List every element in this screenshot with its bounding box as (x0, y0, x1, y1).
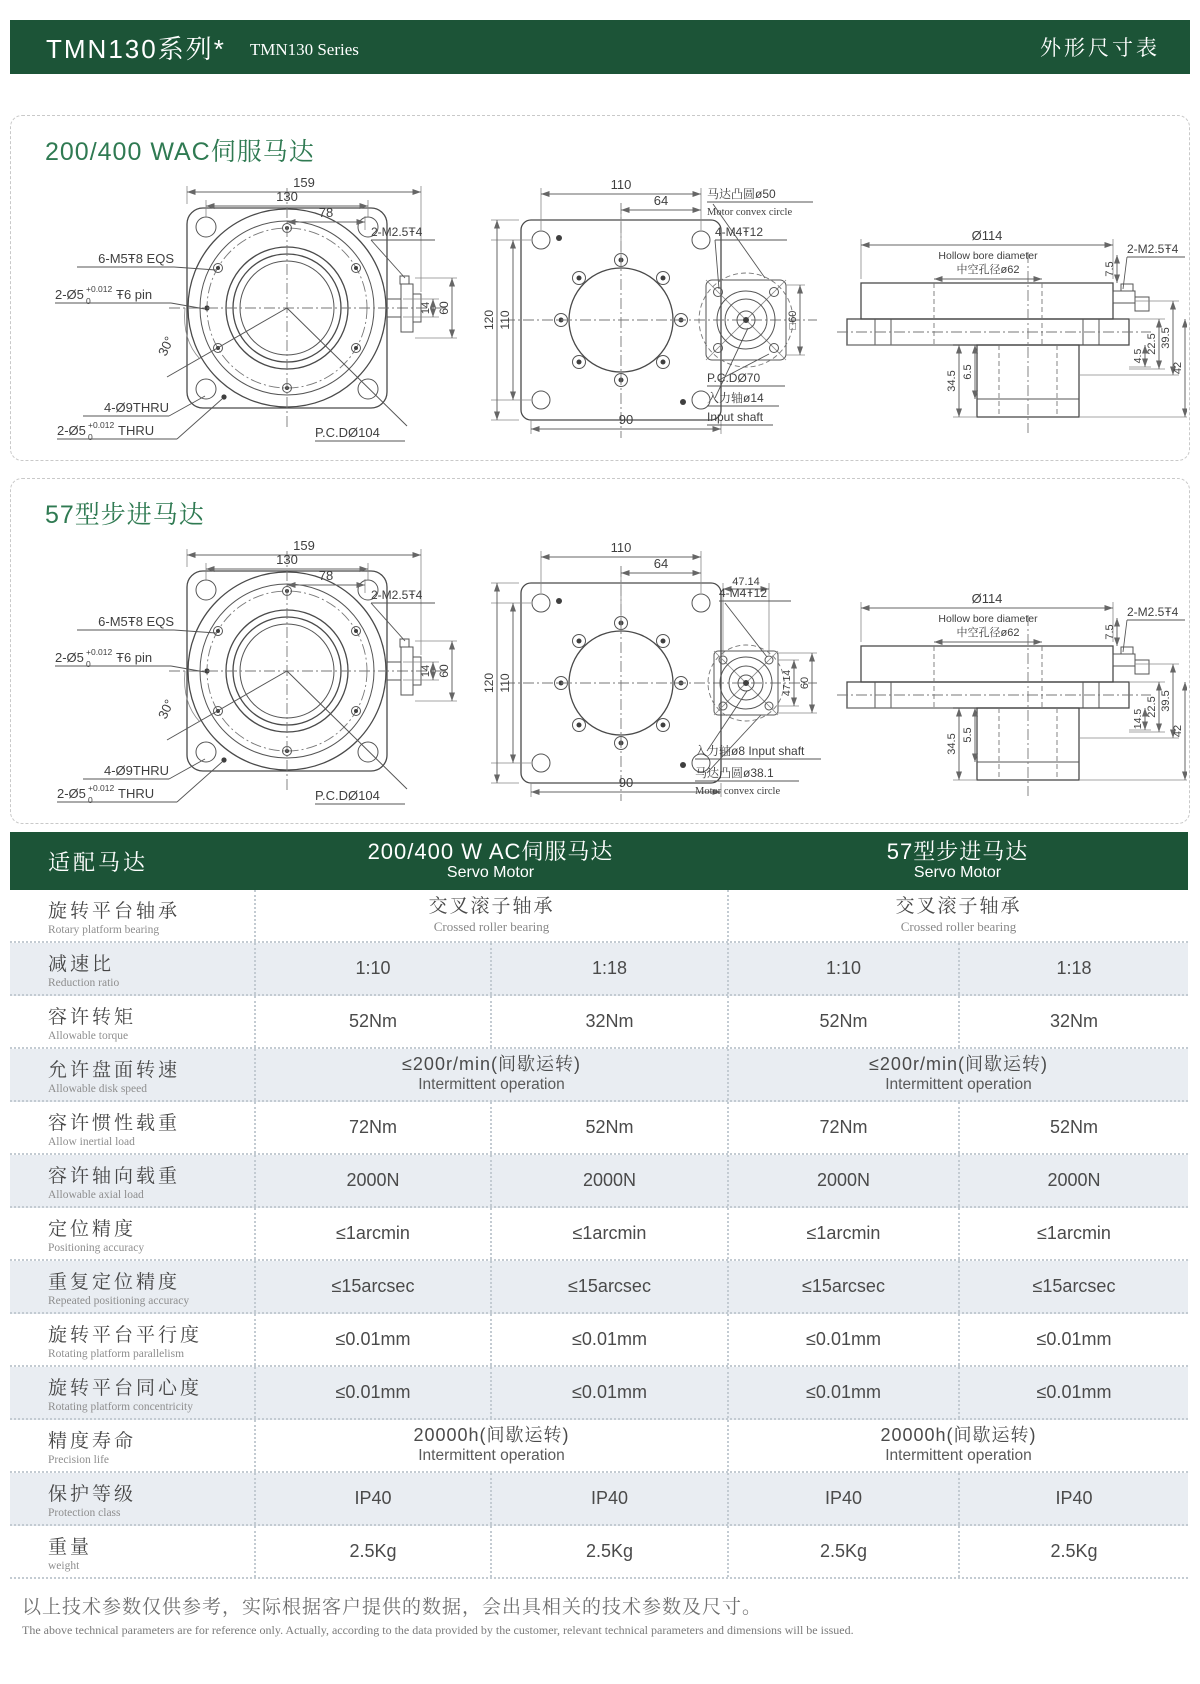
dim-42: 42 (1172, 724, 1184, 738)
side-dimensions (847, 591, 1187, 780)
cell-value: IP40 (490, 1473, 727, 1524)
row-label-en: weight (48, 1560, 80, 1572)
label-pin-tail: Ŧ6 pin (116, 650, 153, 665)
side-labels (1123, 605, 1185, 652)
label-pcd104: P.C.DØ104 (315, 425, 380, 440)
label-thru5-sup: +0.012 (88, 420, 115, 430)
cell-cn: ≤200r/min(间歇运转) (869, 1054, 1048, 1075)
cell-value: ≤0.01mm (490, 1367, 727, 1418)
dim-47-14: 47.14 (732, 576, 760, 588)
cell-value: 32Nm (490, 996, 727, 1047)
header-group-stepper-cn: 57型步进马达 (886, 839, 1029, 865)
dim-159: 159 (293, 175, 315, 190)
stepper-front-view-drawing (19, 531, 469, 811)
cell-span-stepper (727, 890, 1188, 941)
label-m25-side: 2-M2.5Ŧ4 (1127, 605, 1179, 619)
row-label (10, 1526, 254, 1577)
label-m25: 2-M2.5Ŧ4 (371, 225, 423, 239)
cell-value: 32Nm (958, 996, 1188, 1047)
label-4-o9-thru: 4-Ø9THRU (103, 763, 169, 778)
dim-42: 42 (1172, 361, 1184, 375)
label-pin-sub: 0 (86, 296, 91, 306)
cell-span-servo (254, 1420, 727, 1471)
row-label (10, 1261, 254, 1312)
footer-note-cn: 以上技术参数仅供参考，实际根据客户提供的数据，会出具相关的技术参数及尺寸。 (22, 1597, 763, 1618)
row-label-cn: 容许轴向载重 (48, 1166, 181, 1187)
row-label-en: Allowable disk speed (48, 1083, 148, 1095)
cell-value: IP40 (727, 1473, 958, 1524)
cell-value: 2.5Kg (490, 1526, 727, 1577)
cell-value: 2000N (490, 1155, 727, 1206)
label-angle-30: 30° (154, 334, 177, 359)
dim-90: 90 (618, 775, 634, 790)
cell-value: 52Nm (490, 1102, 727, 1153)
cell-en: Intermittent operation (885, 1076, 1032, 1093)
cell-value: 52Nm (727, 996, 958, 1047)
row-label-en: Rotary platform bearing (48, 924, 160, 936)
row-label-cn: 保护等级 (48, 1484, 137, 1505)
cell-value: 1:10 (254, 943, 490, 994)
dim-64: 64 (653, 193, 669, 208)
dim-110: 110 (610, 540, 632, 555)
dim-110b: 110 (498, 310, 512, 330)
cell-value: 1:18 (490, 943, 727, 994)
cell-value: 2000N (958, 1155, 1188, 1206)
row-label (10, 1420, 254, 1471)
label-pin-sub: 0 (86, 659, 91, 669)
dim-60r: 60 (799, 676, 811, 690)
cell-value: ≤0.01mm (254, 1314, 490, 1365)
label-convex-en: Motor convex circle (695, 786, 781, 797)
hollow-bore-en: Hollow bore diameter (938, 250, 1038, 262)
label-convex-cn: 马达凸圆ø38.1 (695, 766, 774, 780)
row-label (10, 996, 254, 1047)
dim-60: 60 (437, 664, 451, 678)
cell-value: ≤0.01mm (958, 1314, 1188, 1365)
label-thru5-sub: 0 (88, 432, 93, 442)
row-label-en: Allowable torque (48, 1030, 129, 1042)
label-pcd70: P.C.DØ70 (707, 371, 761, 385)
dim-47-14b: 47.14 (781, 669, 793, 697)
dim-130: 130 (276, 552, 298, 567)
plan-dimensions (482, 540, 817, 797)
dim-114: Ø114 (971, 228, 1003, 243)
series-title-cn: TMN130系列* (46, 33, 226, 64)
page-header (10, 20, 1190, 74)
side-labels (1123, 242, 1185, 289)
spec-table-header (10, 832, 1188, 890)
cell-cn: 20000h(间歇运转) (880, 1425, 1037, 1446)
dim-78: 78 (318, 568, 334, 583)
cell-cn: ≤200r/min(间歇运转) (402, 1054, 581, 1075)
label-eqs: 6-M5Ŧ8 EQS (98, 251, 174, 266)
label-thru5-sub: 0 (88, 795, 93, 805)
front-dimensions (187, 175, 457, 338)
panel2-drawings (19, 531, 1187, 825)
cell-en: Intermittent operation (885, 1447, 1032, 1464)
cell-en: Intermittent operation (418, 1447, 565, 1464)
label-convex-cn: 马达凸圆ø50 (707, 187, 776, 201)
side-dimensions (847, 228, 1187, 417)
header-group-servo-en: Servo Motor (446, 864, 535, 882)
dim-78: 78 (318, 205, 334, 220)
dim-14: 14 (420, 664, 432, 678)
page-header-right: 外形尺寸表 (1040, 37, 1160, 60)
dim-39-5: 39.5 (1160, 690, 1172, 712)
panel2-title: 57型步进马达 (45, 501, 205, 529)
stepper-side-view-drawing (829, 545, 1187, 825)
cell-value: 1:18 (958, 943, 1188, 994)
cell-cn: 20000h(间歇运转) (413, 1425, 570, 1446)
cell-value: 2000N (727, 1155, 958, 1206)
cell-value: 52Nm (254, 996, 490, 1047)
table-row (10, 996, 1188, 1049)
row-label (10, 943, 254, 994)
dim-110: 110 (610, 177, 632, 192)
table-row (10, 1049, 1188, 1102)
row-label-en: Protection class (48, 1507, 121, 1519)
footer-note (22, 1592, 1182, 1638)
cell-span-stepper (727, 1049, 1188, 1100)
row-label-en: Repeated positioning accuracy (48, 1295, 190, 1307)
cell-value: ≤1arcmin (727, 1208, 958, 1259)
row-label-en: Allowable axial load (48, 1189, 144, 1201)
header-motor-match: 适配马达 (48, 849, 149, 875)
label-angle-30: 30° (154, 697, 177, 722)
table-row (10, 1367, 1188, 1420)
cell-value: ≤0.01mm (254, 1367, 490, 1418)
label-m4: 4-M4Ŧ12 (719, 586, 768, 600)
table-row (10, 1526, 1188, 1579)
cell-value: ≤15arcsec (490, 1261, 727, 1312)
cell-value: 2.5Kg (727, 1526, 958, 1577)
row-label (10, 1314, 254, 1365)
header-group-stepper-en: Servo Motor (913, 864, 1002, 882)
hollow-bore-cn: 中空孔径ø62 (956, 627, 1020, 639)
cell-value: 1:10 (727, 943, 958, 994)
cell-value: ≤15arcsec (958, 1261, 1188, 1312)
dim-7-5: 7.5 (1104, 624, 1116, 640)
row-label (10, 1367, 254, 1418)
dim-34-5: 34.5 (946, 733, 958, 755)
cell-cn: 交叉滚子轴承 (428, 896, 555, 918)
panel-stepper-motor (10, 478, 1190, 824)
cell-en: Crossed roller bearing (433, 919, 550, 935)
cell-value: ≤1arcmin (958, 1208, 1188, 1259)
label-input-shaft-en: Input shaft (707, 410, 764, 424)
dim-120: 120 (482, 672, 496, 694)
cell-value: 2.5Kg (958, 1526, 1188, 1577)
servo-side-view-drawing (829, 182, 1187, 462)
row-label (10, 1155, 254, 1206)
servo-plan-view-drawing (469, 168, 829, 448)
row-label-en: Reduction ratio (48, 977, 120, 989)
row-label-cn: 重量 (48, 1537, 93, 1558)
label-pin-tail: Ŧ6 pin (116, 287, 153, 302)
label-m25-side: 2-M2.5Ŧ4 (1127, 242, 1179, 256)
dim-159: 159 (293, 538, 315, 553)
cell-value: ≤15arcsec (727, 1261, 958, 1312)
label-m4: 4-M4Ŧ12 (715, 225, 764, 239)
table-row (10, 1208, 1188, 1261)
table-row (10, 1314, 1188, 1367)
table-row (10, 1102, 1188, 1155)
cell-value: ≤0.01mm (727, 1367, 958, 1418)
dim-4-5: 4.5 (1132, 348, 1144, 364)
dim-6-5: 6.5 (962, 364, 974, 380)
cell-span-servo (254, 890, 727, 941)
cell-en: Intermittent operation (418, 1076, 565, 1093)
cell-value: IP40 (254, 1473, 490, 1524)
label-input-shaft: 入力轴ø8 Input shaft (695, 744, 805, 758)
label-input-shaft-cn: 入力轴ø14 (707, 391, 764, 405)
row-label-cn: 旋转平台同心度 (48, 1378, 203, 1399)
cell-span-stepper (727, 1420, 1188, 1471)
front-labels (55, 225, 435, 442)
dim-64: 64 (653, 556, 669, 571)
panel1-title: 200/400 WAC伺服马达 (45, 138, 315, 166)
row-label-en: Rotating platform concentricity (48, 1401, 193, 1413)
label-thru5-prefix: 2-Ø5 (57, 786, 86, 801)
series-title-en: TMN130 Series (249, 40, 359, 59)
cell-value: ≤1arcmin (490, 1208, 727, 1259)
dim-14-5: 14.5 (1132, 708, 1144, 730)
table-row (10, 1261, 1188, 1314)
dim-130: 130 (276, 189, 298, 204)
row-label (10, 1049, 254, 1100)
dim-22-5: 22.5 (1146, 696, 1158, 718)
label-thru5-sup: +0.012 (88, 783, 115, 793)
row-label-cn: 旋转平台平行度 (48, 1325, 203, 1346)
row-label-cn: 允许盘面转速 (48, 1060, 181, 1081)
dim-sq60: □60 (787, 310, 799, 330)
front-dimensions (187, 538, 457, 701)
table-row (10, 1155, 1188, 1208)
table-row (10, 890, 1188, 943)
cell-en: Crossed roller bearing (900, 919, 1017, 935)
row-label (10, 1208, 254, 1259)
dim-60: 60 (437, 301, 451, 315)
row-label-cn: 旋转平台轴承 (48, 901, 181, 922)
row-label-cn: 减速比 (48, 954, 115, 975)
row-label-en: Rotating platform parallelism (48, 1348, 185, 1360)
dim-39-5: 39.5 (1160, 327, 1172, 349)
cell-span-servo (254, 1049, 727, 1100)
row-label (10, 890, 254, 941)
row-label-cn: 精度寿命 (48, 1431, 137, 1452)
row-label-en: Allow inertial load (48, 1136, 135, 1148)
row-label-en: Precision life (48, 1454, 109, 1466)
row-label-cn: 容许惯性载重 (48, 1113, 181, 1134)
dim-110b: 110 (498, 673, 512, 693)
panel1-drawings (19, 168, 1187, 462)
dim-34-5: 34.5 (946, 370, 958, 392)
dim-22-5: 22.5 (1146, 333, 1158, 355)
row-label-cn: 定位精度 (48, 1219, 137, 1240)
cell-value: ≤1arcmin (254, 1208, 490, 1259)
hollow-bore-en: Hollow bore diameter (938, 613, 1038, 625)
header-group-servo-cn: 200/400 W AC伺服马达 (367, 839, 614, 865)
cell-value: ≤0.01mm (727, 1314, 958, 1365)
label-thru5-tail: THRU (118, 786, 155, 801)
dim-120: 120 (482, 309, 496, 331)
row-label-cn: 容许转矩 (48, 1007, 137, 1028)
label-eqs: 6-M5Ŧ8 EQS (98, 614, 174, 629)
servo-front-view-drawing (19, 168, 469, 448)
label-4-o9-thru: 4-Ø9THRU (103, 400, 169, 415)
table-row (10, 943, 1188, 996)
row-label (10, 1473, 254, 1524)
label-thru5-tail: THRU (118, 423, 155, 438)
cell-value: ≤15arcsec (254, 1261, 490, 1312)
dim-14: 14 (420, 301, 432, 315)
label-pin-prefix: 2-Ø5 (55, 287, 84, 302)
table-row (10, 1473, 1188, 1526)
row-label-cn: 重复定位精度 (48, 1272, 181, 1293)
cell-value: ≤0.01mm (958, 1367, 1188, 1418)
cell-value: 52Nm (958, 1102, 1188, 1153)
label-pin-prefix: 2-Ø5 (55, 650, 84, 665)
dim-5-5: 5.5 (962, 727, 974, 743)
label-pin-sup: +0.012 (86, 647, 113, 657)
cell-cn: 交叉滚子轴承 (895, 896, 1022, 918)
row-label-en: Positioning accuracy (48, 1242, 145, 1254)
front-labels (55, 588, 435, 805)
label-convex-en: Motor convex circle (707, 207, 793, 218)
cell-value: 72Nm (254, 1102, 490, 1153)
header-group-stepper (727, 839, 1188, 883)
cell-value: ≤0.01mm (490, 1314, 727, 1365)
row-label (10, 1102, 254, 1153)
label-pcd104: P.C.DØ104 (315, 788, 380, 803)
header-group-servo (254, 839, 727, 883)
plan-outline (504, 203, 817, 438)
spec-table (10, 832, 1188, 1579)
cell-value: IP40 (958, 1473, 1188, 1524)
table-row (10, 1420, 1188, 1473)
dim-114: Ø114 (971, 591, 1003, 606)
stepper-plan-view-drawing (469, 531, 829, 811)
hollow-bore-cn: 中空孔径ø62 (956, 264, 1020, 276)
label-pin-sup: +0.012 (86, 284, 113, 294)
dim-7-5: 7.5 (1104, 261, 1116, 277)
dim-90: 90 (618, 412, 634, 427)
cell-value: 2.5Kg (254, 1526, 490, 1577)
label-thru5-prefix: 2-Ø5 (57, 423, 86, 438)
cell-value: 2000N (254, 1155, 490, 1206)
cell-value: 72Nm (727, 1102, 958, 1153)
footer-note-en: The above technical parameters are for reference only. Actually, according to the data provided by the customer, relevant technical parameters and dimensions will be issued. (22, 1623, 854, 1637)
label-m25: 2-M2.5Ŧ4 (371, 588, 423, 602)
panel-servo-motor (10, 115, 1190, 461)
